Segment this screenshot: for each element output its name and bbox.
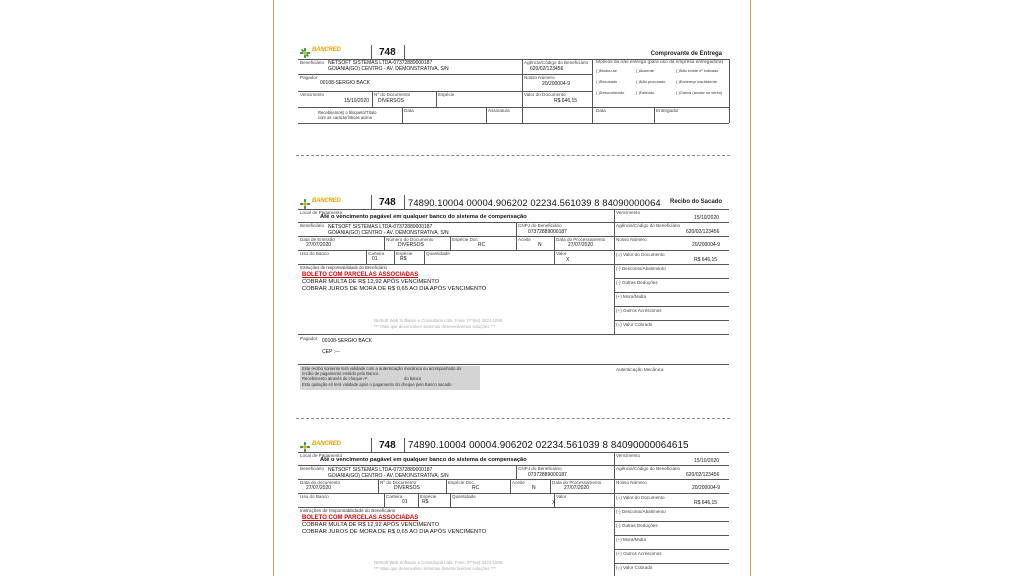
due-date: 15/10/2020 <box>344 98 370 104</box>
our-number: 20/200004-9 <box>692 485 721 491</box>
label: Beneficiário <box>300 223 325 228</box>
label: (-) Desconto/Abatimento <box>616 509 666 514</box>
instruction-line: COBRAR MULTA DE R$ 12,92 APÓS VENCIMENTO <box>302 279 440 285</box>
label: Espécie <box>438 92 455 97</box>
instructions-label: Instruções de responsabilidade do Beneficiário <box>300 508 396 513</box>
label: Aceite <box>518 237 531 242</box>
quitation-text: Este recibo somente terá validade com a autenticação mecânica ou acompanhado do <box>302 366 462 371</box>
label: Data de Emissão <box>300 237 335 242</box>
watermark: *** Mais que desenvolver sistemas desenvolvemos soluções *** <box>374 566 496 571</box>
label: Quantidade <box>452 494 476 499</box>
label: CNPJ do Beneficiário <box>518 223 562 228</box>
label: CNPJ do Beneficiário <box>518 466 562 471</box>
quitation-text: Recebimento através do cheque nº <box>302 376 368 381</box>
cut-line <box>296 418 730 419</box>
agency-code: 620/02/123456 <box>686 472 720 478</box>
beneficiary-address: GOIANIA(GO) CENTRO - AV. DEMONSTRATIVA, S/N <box>328 230 449 236</box>
doc-value: R$ 646,15 <box>554 98 578 104</box>
beneficiary-address: GOIANIA(GO) CENTRO - AV. DEMONSTRATIVA, S/N <box>328 66 449 72</box>
label: Pagador <box>300 75 318 80</box>
beneficiary-name: NETSOFT SISTEMAS LTDA-07372889000187 <box>328 60 433 66</box>
label: Vencimento <box>300 92 325 97</box>
payer-name: 00108-SERGIO BACK <box>320 80 371 86</box>
label: Agência/Código do Beneficiário <box>616 223 681 228</box>
watermark: *** Mais que desenvolver sistemas desenvolvemos soluções *** <box>374 324 496 329</box>
our-number: 20/200004-9 <box>542 81 571 87</box>
bank-logo <box>300 45 341 55</box>
payment-location: Até o vencimento pagável em qualquer banco do sistema de compensação <box>320 214 527 220</box>
label: Motivos da não entrega (para uso da empresa entregadora) <box>596 60 724 65</box>
payment-location: Até o vencimento pagável em qualquer banco do sistema de compensação <box>320 457 527 463</box>
received-text: Recebi(emos) o bloqueto/Título com as características acima <box>318 110 377 121</box>
beneficiary-name: NETSOFT SISTEMAS LTDA-07372889000187 <box>328 467 433 473</box>
bank-code: 748 <box>379 440 396 451</box>
label: (=) Valor Cobrado <box>616 565 653 570</box>
instructions-highlight: BOLETO COM PARCELAS ASSOCIADAS <box>302 272 419 278</box>
delivery-reason-option: ( )Outros (anotar no verso) <box>676 90 723 95</box>
wallet: 01 <box>372 256 378 262</box>
doc-number: DIVERSOS <box>378 98 404 104</box>
agency-code: 620/02/123456 <box>530 66 564 72</box>
receipt-label: Recibo do Sacado <box>670 199 723 205</box>
label: (=) Valor Cobrado <box>616 322 653 327</box>
label: Local de Pagamento <box>300 210 343 215</box>
label: (+) Mora/Multa <box>616 537 646 542</box>
doc-number: DIVERSOS <box>394 485 420 491</box>
watermark: NetSoft Web Software e Consultoria Ltda. Fone: 0**(64) 3424-1098 <box>374 560 503 565</box>
bank-name: BANCRED <box>312 198 341 204</box>
currency: R$ <box>422 499 429 505</box>
instruction-line: COBRAR JUROS DE MORA DE R$ 0,65 AO DIA APÓS VENCIMENTO <box>302 286 487 292</box>
beneficiary-name: NETSOFT SISTEMAS LTDA-07372889000187 <box>328 224 433 230</box>
label: Uso do Banco <box>300 251 329 256</box>
label: (+) Outros Acréscimos <box>616 308 662 313</box>
label: Nosso Número <box>616 480 647 485</box>
delivery-reason-option: ( )Recusado <box>596 79 618 84</box>
delivery-reason-option: ( )Não procurado <box>636 79 666 84</box>
bank-logo <box>300 439 341 449</box>
our-number: 20/200004-9 <box>692 242 721 248</box>
watermark: NetSoft Web Software e Consultoria Ltda. Fone: 0**(64) 3424-1098 <box>374 318 503 323</box>
quitation-text: recibo de pagamento emitido pelo Banco. <box>302 371 380 376</box>
doc-number: DIVERSOS <box>398 242 424 248</box>
value: X <box>566 257 570 263</box>
agency-code: 620/02/123456 <box>686 229 720 235</box>
leaf-logo-icon <box>300 196 310 206</box>
label: (-) Outras Deduções <box>616 523 658 528</box>
delivery-reason-option: ( )Desconhecido <box>596 90 625 95</box>
acceptance: N <box>532 485 536 491</box>
doc-value: R$ 646,15 <box>694 257 718 263</box>
label: (=) Valor do Documento <box>616 495 665 500</box>
label: Assinatura <box>488 108 510 113</box>
label: Espécie <box>396 251 413 256</box>
label: (-) Desconto/Abatimento <box>616 266 666 271</box>
digitable-line: 74890.10004 00004.906202 02234.561039 8 84090000064615 <box>408 440 689 451</box>
payer-cep: CEP :--- <box>322 349 340 355</box>
label: Espécie Doc. <box>448 480 476 485</box>
label: Vencimento <box>616 453 641 458</box>
mechanical-auth-label: Autenticação Mecânica <box>616 367 664 372</box>
currency: R$ <box>400 256 407 262</box>
quitation-text: do banco <box>404 376 422 381</box>
label: (+) Mora/Multa <box>616 294 646 299</box>
payer-name: 00108-SERGIO BACK <box>322 338 373 344</box>
label: Uso do Banco <box>300 494 329 499</box>
quitation-text: Esta quitação só terá validade após o pagamento do cheque pelo Banco sacado <box>302 382 452 387</box>
label: Nº do Documento <box>380 480 417 485</box>
beneficiary-address: GOIANIA(GO) CENTRO - AV. DEMONSTRATIVA, S/N <box>328 473 449 479</box>
label: Data do Processamento <box>552 480 602 485</box>
label: Agência/Código do Beneficiário <box>616 466 681 471</box>
instructions-label: Instruções de responsabilidade do Beneficiário <box>300 265 387 270</box>
label: Data <box>596 108 606 113</box>
label: Entregador <box>656 108 679 113</box>
label: Beneficiário <box>300 60 325 65</box>
label: Beneficiário <box>300 466 325 471</box>
label: (+) Outros Acréscimos <box>616 551 662 556</box>
label: Quantidade <box>426 251 450 256</box>
label: Carteira <box>368 251 385 256</box>
label: Data do Processamento <box>556 237 606 242</box>
label: Vencimento <box>616 210 641 215</box>
instruction-line: COBRAR JUROS DE MORA DE R$ 0,65 AO DIA APÓS VENCIMENTO <box>302 529 487 535</box>
label: Carteira <box>386 494 403 499</box>
instructions-highlight: BOLETO COM PARCELAS ASSOCIADAS <box>302 515 419 521</box>
bank-code: 748 <box>379 197 396 208</box>
bank-name: BANCRED <box>312 441 341 447</box>
label: (=) Valor do Documento <box>616 252 665 257</box>
receipt-title: Comprovante de Entrega <box>650 51 722 57</box>
value: X <box>552 500 556 506</box>
delivery-reason-option: ( )Falecido <box>636 90 655 95</box>
label: Espécie <box>420 494 437 499</box>
cut-line <box>296 155 730 156</box>
delivery-reason-option: ( )Ausente <box>636 68 654 73</box>
due-date: 15/10/2020 <box>694 458 720 464</box>
label: Nº do Documento <box>374 92 411 97</box>
acceptance: N <box>538 242 542 248</box>
boleto-page <box>273 0 751 576</box>
label: Espécie Doc. <box>452 237 480 242</box>
leaf-logo-icon <box>300 45 310 55</box>
label: Aceite <box>512 480 525 485</box>
delivery-reason-option: ( )Endereço insuficiente <box>676 79 717 84</box>
instruction-line: COBRAR MULTA DE R$ 12,92 APÓS VENCIMENTO <box>302 522 440 528</box>
label: Valor <box>556 251 567 256</box>
processing-date: 27/07/2020 <box>568 242 594 248</box>
doc-type: RC <box>472 485 480 491</box>
label: Agência/Código do Beneficiário <box>524 60 589 65</box>
label: (-) Outras Deduções <box>616 280 658 285</box>
bank-code: 748 <box>379 47 396 58</box>
label: Nosso Número <box>524 75 555 80</box>
delivery-reason-option: ( )Mudou-se <box>596 68 617 73</box>
label: Data <box>404 108 414 113</box>
digitable-line: 74890.10004 00004.906202 02234.561039 8 84090000064 <box>408 197 661 208</box>
doc-value: R$ 646,15 <box>694 500 718 506</box>
processing-date: 27/07/2020 <box>564 485 590 491</box>
leaf-logo-icon <box>300 439 310 449</box>
label: Pagador <box>300 336 318 341</box>
label: Número do Documento <box>386 237 434 242</box>
label: Valor <box>556 494 567 499</box>
wallet: 01 <box>402 499 408 505</box>
bank-name: BANCRED <box>312 47 341 53</box>
bank-logo <box>300 196 341 206</box>
doc-type: RC <box>478 242 486 248</box>
label: Data do documento <box>300 480 341 485</box>
label: Local de Pagamento <box>300 453 343 458</box>
delivery-reason-option: ( )Não existe nº indicado <box>676 68 719 73</box>
due-date: 15/10/2020 <box>694 215 720 221</box>
label: Nosso Número <box>616 237 647 242</box>
label: Valor do Documento <box>524 92 566 97</box>
cnpj: 07372889000187 <box>528 472 567 478</box>
issue-date: 27/07/2020 <box>306 242 332 248</box>
doc-date: 27/07/2020 <box>306 485 332 491</box>
cnpj: 07372889000187 <box>528 229 567 235</box>
